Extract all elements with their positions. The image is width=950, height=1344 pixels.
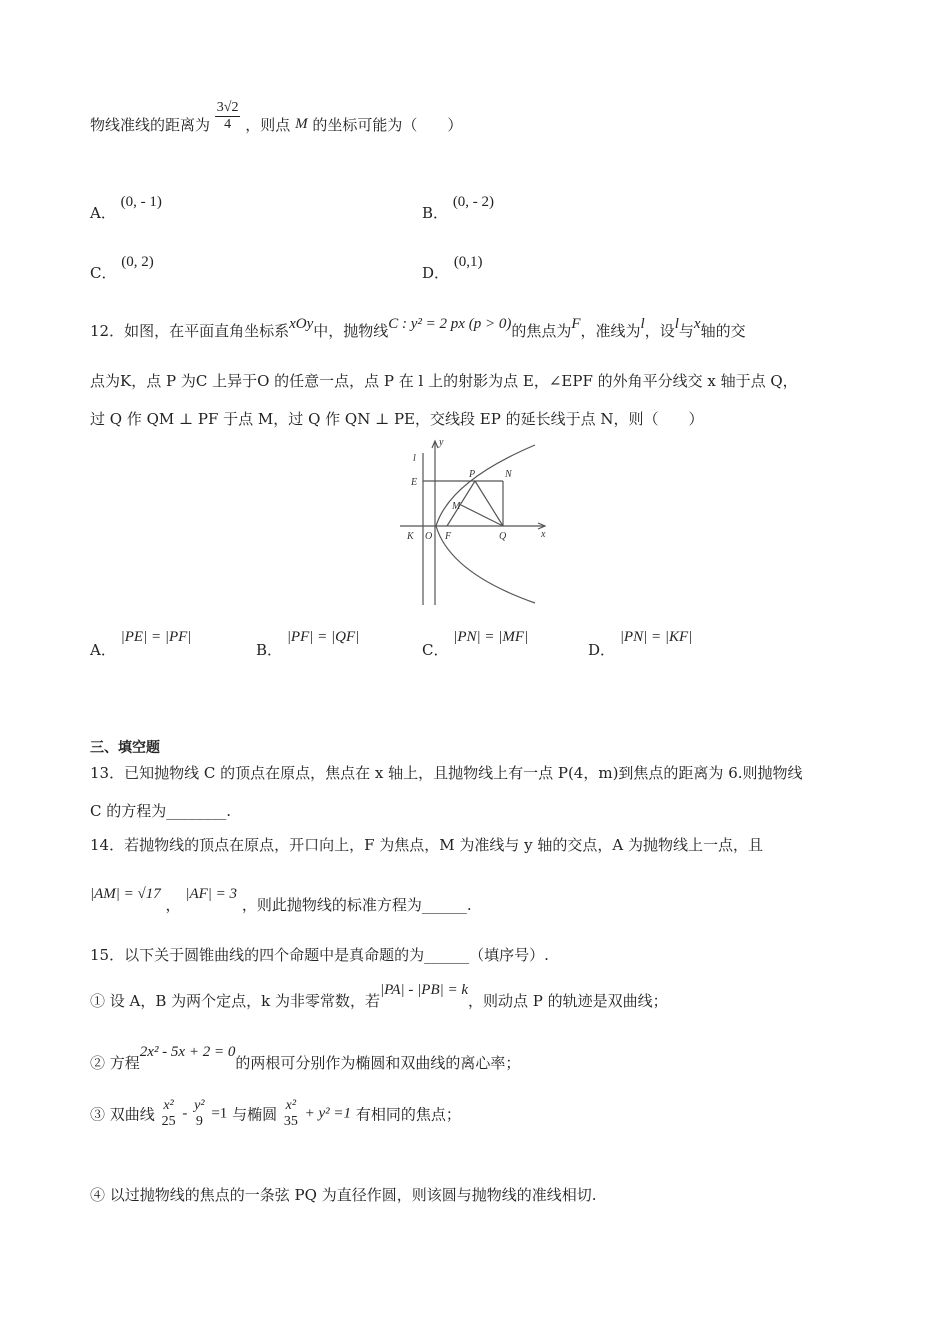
- q15-prop-1: [90, 978, 668, 1010]
- q15-text: 的两根可分别作为椭圆和双曲线的离心率；: [235, 1054, 521, 1072]
- q12-option-b[interactable]: [256, 625, 360, 659]
- q15-prop-2: [90, 1040, 521, 1072]
- fig-label-p: P: [469, 469, 476, 480]
- q11-option-a[interactable]: [90, 190, 162, 222]
- q14-am: |AM| = √17: [90, 886, 161, 902]
- q15-minus: -: [182, 1105, 188, 1122]
- q11-frac-num: 3√2: [216, 100, 239, 115]
- option-label: B．: [422, 204, 449, 222]
- q11-option-d[interactable]: [422, 250, 483, 282]
- q15-prop-3: [90, 1098, 461, 1148]
- fig-label-n: N: [505, 469, 512, 480]
- fig-label-y: y: [439, 437, 444, 448]
- option-label: A．: [90, 641, 116, 659]
- q12-text: ，准线为: [580, 322, 641, 340]
- frac-den: 25: [161, 1114, 176, 1129]
- q11-option-b[interactable]: [422, 190, 495, 222]
- q12-text: 12．如图，在平面直角坐标系: [90, 322, 290, 340]
- q15-frac-1: [160, 1098, 178, 1130]
- q15-text: ① 设 A，B 为两个定点，k 为非零常数，若: [90, 992, 381, 1010]
- frac-den: 35: [283, 1114, 298, 1129]
- parabola-curve: [436, 445, 535, 603]
- option-value: (0, - 1): [120, 194, 162, 210]
- q11-text-a: 物线准线的距离为: [90, 116, 211, 134]
- option-label: D．: [588, 641, 616, 659]
- q12-text: 的焦点为: [511, 322, 572, 340]
- q15-frac-3: [282, 1098, 300, 1130]
- fig-label-x: x: [541, 529, 546, 540]
- q14-sep: ，: [165, 896, 181, 914]
- q12-line-3: 过 Q 作 QM ⊥ PF 于点 M，过 Q 作 QN ⊥ PE，交线段 EP 的延长线于点 N，则（ ）: [90, 410, 704, 428]
- fig-label-q: Q: [499, 531, 507, 542]
- q15-text: 与椭圆: [232, 1105, 278, 1124]
- q11-frac-den: 4: [224, 117, 232, 132]
- option-value: (0,1): [453, 254, 483, 270]
- q15-line-1: 15．以下关于圆锥曲线的四个命题中是真命题的为______（填序号）.: [90, 946, 549, 964]
- fig-label-l: l: [413, 453, 416, 464]
- option-value: |PF| = |QF|: [286, 629, 360, 645]
- q15-p2-expr: 2x² - 5x + 2 = 0: [139, 1044, 236, 1060]
- q12-l: l: [640, 316, 645, 332]
- q12-text: 中，抛物线: [313, 322, 389, 340]
- frac-den: 9: [195, 1114, 203, 1129]
- q12-text: ，设: [644, 322, 675, 340]
- fig-label-m: M: [452, 501, 461, 512]
- q12-f: F: [571, 316, 581, 332]
- q15-prop-4: ④ 以过抛物线的焦点的一条弦 PQ 为直径作圆，则该圆与抛物线的准线相切.: [90, 1186, 597, 1204]
- q13-line-2: C 的方程为________.: [90, 802, 232, 820]
- q11-var-m: M: [295, 116, 308, 132]
- option-label: C．: [90, 264, 117, 282]
- q12-option-c[interactable]: [422, 625, 529, 659]
- q11-line: [90, 100, 463, 158]
- frac-num: x²: [163, 1098, 174, 1113]
- q15-text: ② 方程: [90, 1054, 140, 1072]
- option-value: |PN| = |MF|: [453, 629, 529, 645]
- q12-l: l: [674, 316, 679, 332]
- option-value: |PE| = |PF|: [120, 629, 192, 645]
- q11-fraction: [215, 100, 241, 133]
- fig-label-e: E: [411, 477, 418, 488]
- option-label: C．: [422, 641, 449, 659]
- frac-num: x²: [285, 1098, 297, 1113]
- option-value: |PN| = |KF|: [619, 629, 693, 645]
- q11-option-c[interactable]: [90, 250, 154, 282]
- q14-line-1: 14．若抛物线的顶点在原点，开口向上，F 为焦点，M 为准线与 y 轴的交点，A 为抛物线上一点，且: [90, 836, 764, 854]
- q15-p1-expr: |PA| - |PB| = k: [380, 982, 469, 998]
- q12-text: 与: [678, 322, 694, 340]
- q12-option-a[interactable]: [90, 625, 192, 659]
- q12-x: x: [693, 316, 701, 332]
- q15-eq: =1: [211, 1105, 228, 1122]
- fig-label-k: K: [407, 531, 414, 542]
- option-label: D．: [422, 264, 450, 282]
- q11-text-c: 的坐标可能为（ ）: [312, 116, 463, 134]
- q15-text: ，则动点 P 的轨迹是双曲线；: [468, 992, 668, 1010]
- fig-label-f: F: [445, 531, 452, 542]
- q15-text: 有相同的焦点；: [355, 1105, 461, 1124]
- q15-plus: + y² =1: [304, 1105, 352, 1122]
- q12-parabola: C : y² = 2 px (p > 0): [388, 316, 512, 332]
- q13-line-1: 13．已知抛物线 C 的顶点在原点，焦点在 x 轴上，且抛物线上有一点 P(4，m)到焦点的距离为 6.则抛物线: [90, 764, 803, 782]
- option-label: A．: [90, 204, 116, 222]
- option-label: B．: [256, 641, 283, 659]
- q12-xoy: xOy: [289, 316, 314, 332]
- section-title: 三、填空题: [90, 740, 160, 756]
- q15-frac-2: [192, 1098, 206, 1130]
- q12-text: 轴的交: [700, 322, 746, 340]
- q12-option-d[interactable]: [588, 625, 693, 659]
- q14-tail: ，则此抛物线的标准方程为______.: [241, 896, 472, 914]
- q12-line-1: [90, 312, 746, 346]
- q12-line-2: 点为K，点 P 为C 上异于O 的任意一点，点 P 在 l 上的射影为点 E，∠EPF 的外角平分线交 x 轴于点 Q，: [90, 372, 798, 390]
- fig-label-o: O: [425, 531, 433, 542]
- q15-text: ③ 双曲线: [90, 1105, 155, 1124]
- q11-text-b: ，则点: [245, 116, 291, 134]
- q12-figure: [395, 433, 555, 608]
- frac-num: y²: [194, 1098, 205, 1113]
- option-value: (0, 2): [121, 254, 154, 270]
- q14-line-2: [90, 882, 472, 914]
- option-value: (0, - 2): [452, 194, 495, 210]
- q14-af: |AF| = 3: [185, 886, 238, 902]
